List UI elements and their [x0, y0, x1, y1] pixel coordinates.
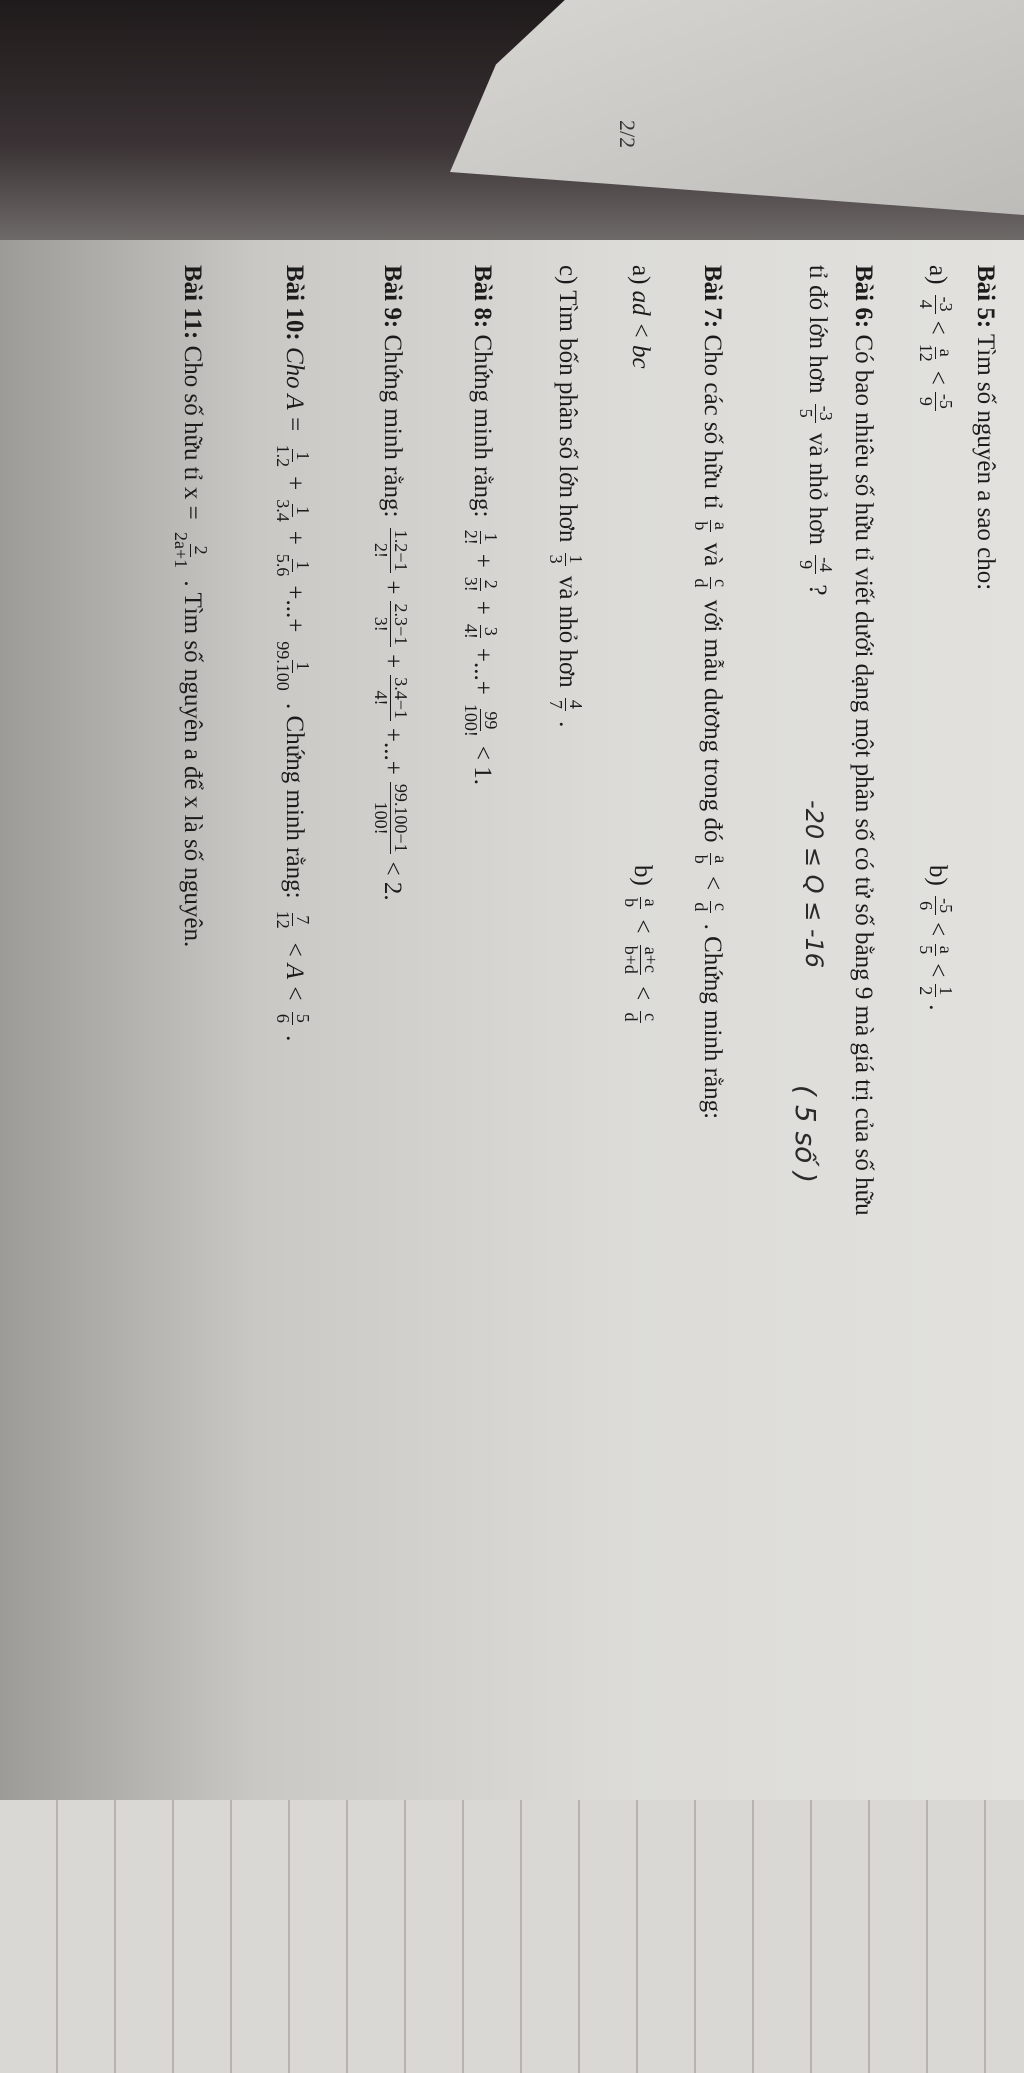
denominator: d: [691, 902, 712, 912]
operator: <: [923, 922, 951, 937]
bai7-part-c: c) Tìm bốn phân số lớn hơn 1 3 và nhỏ hơn 4 7 .: [546, 265, 586, 728]
fraction: [371, 601, 410, 647]
denominator: 5.6: [273, 553, 294, 577]
bai8-line: Bài 8: Chứng minh rằng: 1 2! + 2 3! + 3 4! +...+ 99 100! < 1.: [461, 265, 500, 788]
denominator: 4: [916, 299, 937, 309]
numerator: c: [711, 578, 731, 587]
fraction: [461, 622, 500, 641]
denominator: d: [621, 1012, 642, 1022]
numerator: 1: [566, 554, 586, 564]
numerator: 2: [481, 579, 501, 589]
denominator: b: [691, 854, 712, 864]
denominator: 2!: [371, 543, 392, 559]
operator: +...+: [468, 647, 496, 695]
bai6-fraction-2: [796, 555, 835, 574]
numerator: -3: [936, 296, 956, 312]
denominator: 100!: [371, 801, 392, 835]
bai5-part-b: b) -5 6 < a 5 < 1 2 .: [916, 865, 955, 1014]
denominator: 6: [273, 1013, 294, 1023]
numerator: a: [936, 348, 956, 357]
numerator: a: [936, 945, 956, 954]
handwriting-inequality: -20 ≤ Q ≤ -16: [800, 800, 828, 969]
bai10-expression: [273, 439, 313, 697]
numerator: 3: [481, 626, 501, 636]
fraction: [916, 896, 955, 915]
numerator: a: [711, 521, 731, 530]
fraction: [916, 943, 955, 956]
operator: <: [923, 963, 951, 978]
bai7-cond-cd: [691, 900, 730, 913]
bai7-c-fraction-2: [546, 698, 585, 711]
bai6-line1: Bài 6: Có bao nhiêu số hữu tỉ viết dưới dạng một phân số có tử số bằng 9 mà giá trị của số hữu: [850, 265, 877, 1216]
numerator: 1: [293, 560, 313, 570]
denominator: 3: [546, 554, 567, 564]
bai6-fraction-1: [796, 404, 835, 423]
fraction: [371, 675, 410, 721]
numerator: 2: [191, 545, 211, 555]
numerator: 1: [293, 661, 313, 671]
operator: +...+: [378, 727, 406, 775]
fraction: [273, 639, 312, 693]
fraction: [916, 295, 955, 314]
denominator: 1.2: [273, 444, 294, 468]
denominator: b+d: [621, 945, 642, 974]
denominator: 6: [916, 901, 937, 911]
denominator: 5: [796, 408, 817, 418]
bai11-line: Bài 11: Cho số hữu tỉ x = 2 2a+1 . Tìm số nguyên a để x là số nguyên.: [171, 265, 211, 948]
denominator: 3!: [371, 616, 392, 632]
bai7-heading: Bài 7: Cho các số hữu tỉ a b và c d với mẫu dương trong đó a b < c d . Chứng minh rằng:: [691, 265, 731, 1120]
denominator: 99.100: [273, 641, 294, 691]
denominator: 9: [916, 396, 937, 406]
fraction: [916, 342, 955, 364]
bai10-left-bound: [273, 909, 312, 931]
worksheet-text: [120, 265, 1000, 1795]
operator: <: [923, 320, 951, 335]
bai9-line: Bài 9: Chứng minh rằng: 1.2−1 2! + 2.3−1 3! + 3.4−1 4! +...+ 99.100−1 100! < 2.: [371, 265, 410, 904]
numerator: 99.100−1: [391, 783, 411, 853]
fraction: [461, 575, 500, 594]
bai7-b-left-fraction: [621, 896, 660, 909]
operator: < 1.: [468, 745, 496, 785]
denominator: 4!: [371, 690, 392, 706]
denominator: 7: [546, 699, 567, 709]
denominator: b: [621, 898, 642, 908]
numerator: 4: [566, 699, 586, 709]
numerator: 99: [481, 711, 501, 730]
fraction: [916, 984, 955, 997]
denominator: 3!: [461, 576, 482, 592]
fraction: [273, 552, 312, 579]
bai7-fraction-cd: [691, 576, 730, 589]
numerator: -5: [936, 898, 956, 914]
denominator: b: [691, 521, 712, 531]
bai5-b-expression: [916, 892, 956, 1013]
bai5-heading: Bài 5: Tìm số nguyên a sao cho:: [972, 265, 999, 591]
fraction: [916, 392, 955, 411]
operator: < 2.: [378, 861, 406, 901]
fraction: [371, 782, 410, 855]
numerator: -5: [936, 393, 956, 409]
numerator: -3: [816, 405, 836, 421]
numerator: 5: [293, 1013, 313, 1023]
denominator: 12: [916, 343, 937, 362]
denominator: 5: [916, 945, 937, 955]
denominator: 2!: [461, 529, 482, 545]
numerator: c: [641, 1012, 661, 1021]
numerator: c: [711, 902, 731, 911]
denominator: 4!: [461, 623, 482, 639]
numerator: -4: [816, 557, 836, 573]
operator: +: [378, 580, 406, 595]
operator: +: [378, 654, 406, 669]
fraction: [461, 702, 500, 739]
numerator: 1: [293, 451, 313, 461]
bai7-cond-ab: [691, 853, 730, 866]
handwriting-count: ( 5 số ): [789, 1085, 822, 1184]
bai7-fraction-ab: [691, 519, 730, 532]
denominator: d: [691, 578, 712, 588]
numerator: a: [711, 855, 731, 864]
numerator: 1.2−1: [391, 529, 411, 572]
operator: <: [923, 370, 951, 385]
bai7-part-a: a) ad < bc: [627, 265, 654, 369]
denominator: 100!: [461, 703, 482, 737]
bai5-a-expression: [916, 291, 956, 415]
operator: +: [468, 600, 496, 615]
numerator: 3.4−1: [391, 677, 411, 719]
numerator: 7: [293, 915, 313, 925]
numerator: 1: [293, 505, 313, 515]
bai10-line: Bài 10: Cho A = 1 1.2 + 1 3.4 + 1 5.6 +...+ 1 99.100 . Chứng minh rằng: 7 12 < A < 5 6 .: [273, 265, 313, 1042]
bai5-part-a: a) -3 4 < a 12 < -5 9: [916, 265, 955, 415]
denominator: 9: [796, 560, 817, 570]
notebook-lined-area: [0, 1800, 1024, 2073]
operator: +: [280, 530, 308, 545]
fraction: [273, 443, 312, 470]
bai7-part-b: b) a b < a+c b+d < c d: [621, 865, 661, 1022]
denominator: 2: [916, 986, 937, 996]
fraction: [273, 497, 312, 524]
operator: +: [468, 553, 496, 568]
denominator: 2a+1: [171, 532, 192, 569]
numerator: 2.3−1: [391, 603, 411, 646]
operator: +...+: [280, 585, 308, 633]
fraction: [461, 528, 500, 547]
page-number: 2/2: [615, 120, 640, 149]
fraction: [371, 528, 410, 574]
bai7-b-mid-fraction: [621, 944, 660, 976]
operator: .: [923, 1004, 951, 1011]
numerator: 1: [481, 532, 501, 542]
bai6-line2: tỉ đó lớn hơn -3 5 và nhỏ hơn -4 9 ?: [796, 265, 836, 596]
numerator: a: [641, 898, 661, 907]
numerator: 1: [936, 986, 956, 996]
bai7-c-fraction-1: [546, 553, 585, 566]
bai7-b-right-fraction: [621, 1010, 660, 1023]
denominator: 12: [273, 910, 294, 929]
bai11-fraction: [171, 530, 210, 570]
denominator: 3.4: [273, 499, 294, 522]
bai10-right-bound: [273, 1012, 312, 1025]
operator: +: [280, 476, 308, 491]
numerator: a+c: [641, 946, 661, 973]
